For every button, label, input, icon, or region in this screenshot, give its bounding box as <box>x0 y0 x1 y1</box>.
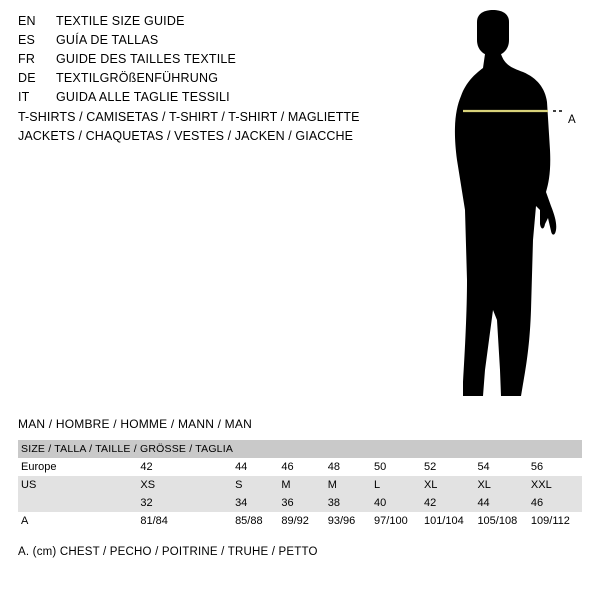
language-header-block <box>18 14 398 109</box>
cell-a-8: 109/112 <box>529 512 582 530</box>
category-block <box>18 110 418 148</box>
cell-us-7: XL <box>475 476 528 494</box>
table-row <box>18 494 582 512</box>
figure-illustration <box>405 10 600 410</box>
table-header-spacer-3 <box>326 440 372 458</box>
row-label-us-numeric <box>18 494 138 512</box>
cell-europe-5: 50 <box>372 458 422 476</box>
cell-europe-1: 42 <box>138 458 233 476</box>
cell-usnum-8: 46 <box>529 494 582 512</box>
table-row <box>18 476 582 494</box>
cell-a-2: 85/88 <box>233 512 279 530</box>
man-silhouette-icon <box>405 10 600 410</box>
language-code-fr: FR <box>18 52 36 66</box>
cell-us-5: L <box>372 476 422 494</box>
language-text-es: GUÍA DE TALLAS <box>56 33 159 47</box>
size-table <box>18 440 582 530</box>
cell-europe-8: 56 <box>529 458 582 476</box>
cell-europe-2: 44 <box>233 458 279 476</box>
category-line-jackets: JACKETS / CHAQUETAS / VESTES / JACKEN / GIACCHE <box>18 129 354 143</box>
table-header-row <box>18 440 582 458</box>
cell-a-1: 81/84 <box>138 512 233 530</box>
table-header-spacer-1 <box>233 440 279 458</box>
cell-usnum-6: 42 <box>422 494 475 512</box>
language-code-it: IT <box>18 90 30 104</box>
table-footnote: A. (cm) CHEST / PECHO / POITRINE / TRUHE / PETTO <box>18 546 318 558</box>
table-header-spacer-6 <box>475 440 528 458</box>
language-text-en: TEXTILE SIZE GUIDE <box>56 14 185 28</box>
cell-usnum-1: 32 <box>138 494 233 512</box>
language-text-it: GUIDA ALLE TAGLIE TESSILI <box>56 90 230 104</box>
table-header-spacer-7 <box>529 440 582 458</box>
cell-a-5: 97/100 <box>372 512 422 530</box>
table-row <box>18 458 582 476</box>
cell-usnum-4: 38 <box>326 494 372 512</box>
cell-us-2: S <box>233 476 279 494</box>
category-line-tshirts: T-SHIRTS / CAMISETAS / T-SHIRT / T-SHIRT / MAGLIETTE <box>18 110 360 124</box>
cell-europe-6: 52 <box>422 458 475 476</box>
language-text-fr: GUIDE DES TAILLES TEXTILE <box>56 52 237 66</box>
table-row <box>18 512 582 530</box>
cell-us-1: XS <box>138 476 233 494</box>
cell-usnum-7: 44 <box>475 494 528 512</box>
cell-usnum-5: 40 <box>372 494 422 512</box>
cell-us-3: M <box>279 476 325 494</box>
cell-europe-4: 48 <box>326 458 372 476</box>
table-header-spacer-4 <box>372 440 422 458</box>
row-label-europe: Europe <box>18 458 138 476</box>
language-text-de: TEXTILGRÖßENFÜHRUNG <box>56 71 219 85</box>
measure-marker-label: A <box>568 114 577 126</box>
table-header-spacer-5 <box>422 440 475 458</box>
cell-a-6: 101/104 <box>422 512 475 530</box>
cell-a-3: 89/92 <box>279 512 325 530</box>
cell-usnum-3: 36 <box>279 494 325 512</box>
language-row-es <box>18 33 398 52</box>
cell-us-8: XXL <box>529 476 582 494</box>
language-row-en <box>18 14 398 33</box>
language-code-en: EN <box>18 14 36 28</box>
cell-a-7: 105/108 <box>475 512 528 530</box>
language-code-de: DE <box>18 71 36 85</box>
table-title: MAN / HOMBRE / HOMME / MANN / MAN <box>18 417 252 431</box>
cell-us-4: M <box>326 476 372 494</box>
language-row-de <box>18 71 398 90</box>
cell-europe-3: 46 <box>279 458 325 476</box>
cell-us-6: XL <box>422 476 475 494</box>
table-header-spacer-2 <box>279 440 325 458</box>
cell-europe-7: 54 <box>475 458 528 476</box>
row-label-a: A <box>18 512 138 530</box>
language-row-it <box>18 90 398 109</box>
language-code-es: ES <box>18 33 36 47</box>
cell-usnum-2: 34 <box>233 494 279 512</box>
table-header-label: SIZE / TALLA / TAILLE / GRÖSSE / TAGLIA <box>18 440 233 458</box>
language-row-fr <box>18 52 398 71</box>
cell-a-4: 93/96 <box>326 512 372 530</box>
row-label-us: US <box>18 476 138 494</box>
